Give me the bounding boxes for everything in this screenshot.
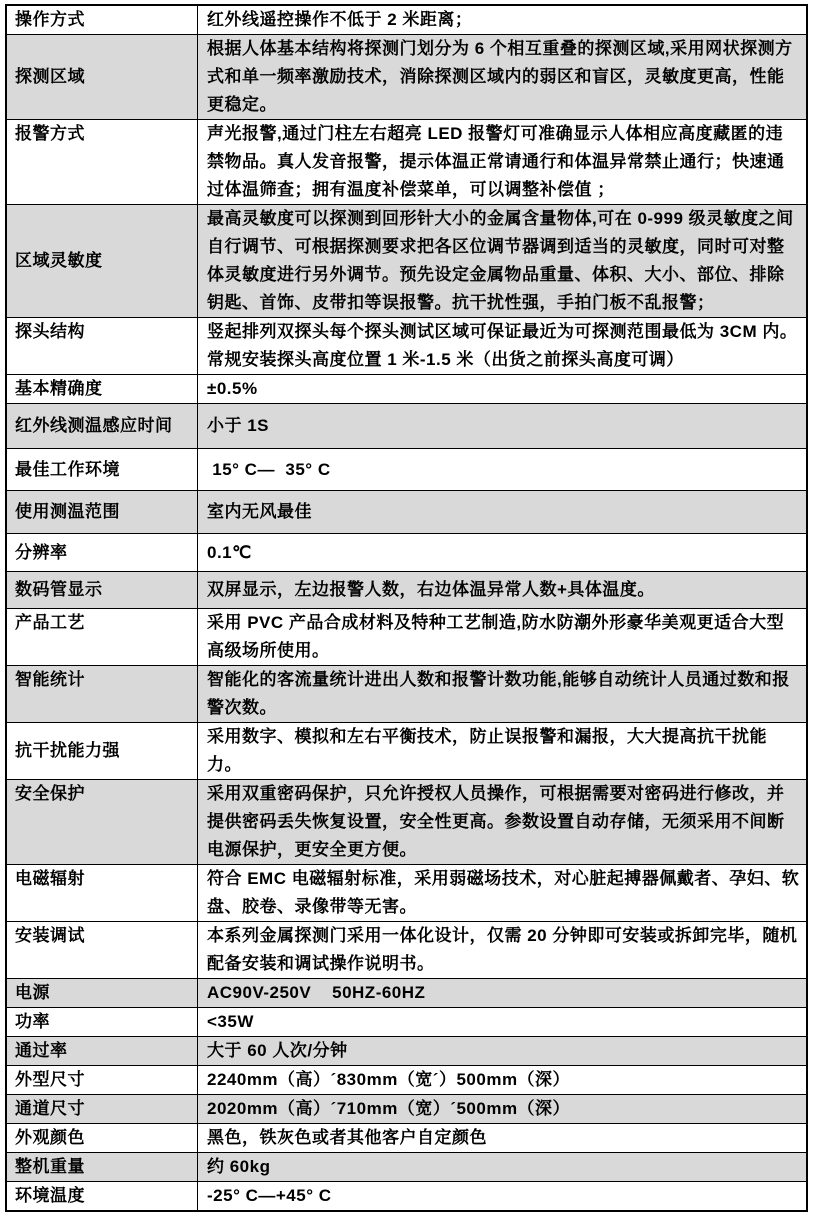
spec-label: 红外线测温感应时间	[7, 404, 198, 448]
spec-value: -25° C—+45° C	[207, 1186, 332, 1205]
spec-value: 室内无风最佳	[207, 502, 312, 521]
spec-label: 操作方式	[7, 6, 198, 34]
spec-label: 区域灵敏度	[7, 205, 198, 317]
spec-label: 分辨率	[7, 534, 198, 571]
table-row	[7, 448, 806, 490]
spec-label: 环境温度	[7, 1182, 198, 1210]
table-row	[7, 1036, 806, 1065]
spec-label: 智能统计	[7, 666, 198, 722]
spec-value: 采用 PVC 产品合成材料及特种工艺制造,防水防潮外形豪华美观更适合大型高级场所使用。	[207, 613, 785, 660]
spec-label: 电磁辐射	[7, 865, 198, 921]
spec-label: 外观颜色	[7, 1124, 198, 1152]
spec-value: 智能化的客流量统计进出人数和报警计数功能,能够自动统计人员通过数和报警次数。	[207, 670, 790, 717]
table-row	[7, 1007, 806, 1036]
spec-value: 小于 1S	[207, 416, 270, 435]
spec-value: 本系列金属探测门采用一体化设计，仅需 20 分钟即可安装或拆卸完毕，随机配备安装和调试操作说明书。	[207, 926, 798, 973]
spec-value: 2240mm（高）´830mm（宽´）500mm（深）	[207, 1070, 571, 1089]
spec-label: 基本精确度	[7, 375, 198, 403]
table-row	[7, 1065, 806, 1094]
table-row	[7, 571, 806, 608]
spec-value: 竖起排列双探头每个探头测试区域可保证最近为可探测范围最低为 3CM 内。常规安装探头高度位置 1 米-1.5 米（出货之前探头高度可调）	[207, 322, 798, 369]
spec-label: 最佳工作环境	[7, 449, 198, 490]
spec-value: 15° C— 35° C	[207, 459, 331, 479]
table-row	[7, 608, 806, 665]
spec-label: 功率	[7, 1008, 198, 1036]
table-row	[7, 864, 806, 921]
spec-label: 探头结构	[7, 318, 198, 374]
spec-label: 电源	[7, 979, 198, 1007]
spec-value: 2020mm（高）´710mm（宽）´500mm（深）	[207, 1099, 571, 1118]
spec-label: 安装调试	[7, 922, 198, 978]
table-row	[7, 317, 806, 374]
table-row	[7, 665, 806, 722]
spec-value: <35W	[207, 1012, 254, 1031]
table-row	[7, 978, 806, 1007]
spec-value: 红外线遥控操作不低于 2 米距离；	[207, 10, 473, 29]
spec-table	[5, 4, 808, 1212]
spec-label: 数码管显示	[7, 572, 198, 608]
spec-value: AC90V-250V 50HZ-60HZ	[207, 983, 426, 1002]
spec-value: 采用数字、模拟和左右平衡技术，防止误报警和漏报，大大提高抗干扰能力。	[207, 727, 767, 774]
table-row	[7, 779, 806, 864]
spec-label: 通过率	[7, 1037, 198, 1065]
table-row	[7, 1123, 806, 1152]
spec-label: 使用测温范围	[7, 491, 198, 533]
spec-label: 探测区域	[7, 35, 198, 119]
table-row	[7, 374, 806, 403]
table-row	[7, 6, 806, 34]
spec-value: ±0.5%	[207, 379, 258, 398]
table-row	[7, 490, 806, 533]
spec-label: 安全保护	[7, 780, 198, 864]
spec-label: 报警方式	[7, 120, 198, 204]
spec-label: 整机重量	[7, 1153, 198, 1181]
spec-value: 根据人体基本结构将探测门划分为 6 个相互重叠的探测区域,采用网状探测方式和单一频率激励技术，消除探测区域内的弱区和盲区，灵敏度更高，性能更稳定。	[207, 39, 793, 114]
spec-value: 最高灵敏度可以探测到回形针大小的金属含量物体,可在 0-999 级灵敏度之间自行调节、可根据探测要求把各区位调节器调到适当的灵敏度，同时可对整体灵敏度进行另外调节。预先设定金属物品重量、体积、大小、部位、排除钥匙、首饰、皮带扣等误报警。抗干扰性强，手拍门板不乱报警；	[207, 209, 794, 312]
table-row	[7, 1152, 806, 1181]
spec-label: 通道尺寸	[7, 1095, 198, 1123]
spec-value: 黑色，铁灰色或者其他客户自定颜色	[207, 1128, 487, 1147]
table-row	[7, 1094, 806, 1123]
table-row	[7, 403, 806, 448]
table-row	[7, 34, 806, 119]
table-row	[7, 921, 806, 978]
spec-value: 采用双重密码保护，只允许授权人员操作，可根据需要对密码进行修改，并提供密码丢失恢复设置，安全性更高。参数设置自动存储，无须采用不间断电源保护，更安全更方便。	[207, 784, 785, 859]
spec-label: 抗干扰能力强	[7, 723, 198, 779]
spec-value: 声光报警,通过门柱左右超亮 LED 报警灯可准确显示人体相应高度藏匿的违禁物品。真人发音报警，提示体温正常请通行和体温异常禁止通行；快速通过体温筛查；拥有温度补偿菜单，可以调整补偿值 ；	[207, 124, 785, 199]
spec-value: 约 60kg	[207, 1157, 271, 1176]
spec-value: 大于 60 人次/分钟	[207, 1041, 348, 1060]
table-row	[7, 1181, 806, 1210]
spec-label: 外型尺寸	[7, 1066, 198, 1094]
spec-value: 0.1℃	[207, 542, 252, 562]
table-row	[7, 722, 806, 779]
table-row	[7, 119, 806, 204]
table-row	[7, 204, 806, 317]
spec-value: 符合 EMC 电磁辐射标准，采用弱磁场技术，对心脏起搏器佩戴者、孕妇、软盘、胶卷、录像带等无害。	[207, 869, 800, 916]
spec-value: 双屏显示，左边报警人数，右边体温异常人数+具体温度。	[207, 580, 655, 599]
table-row	[7, 533, 806, 571]
spec-label: 产品工艺	[7, 609, 198, 665]
